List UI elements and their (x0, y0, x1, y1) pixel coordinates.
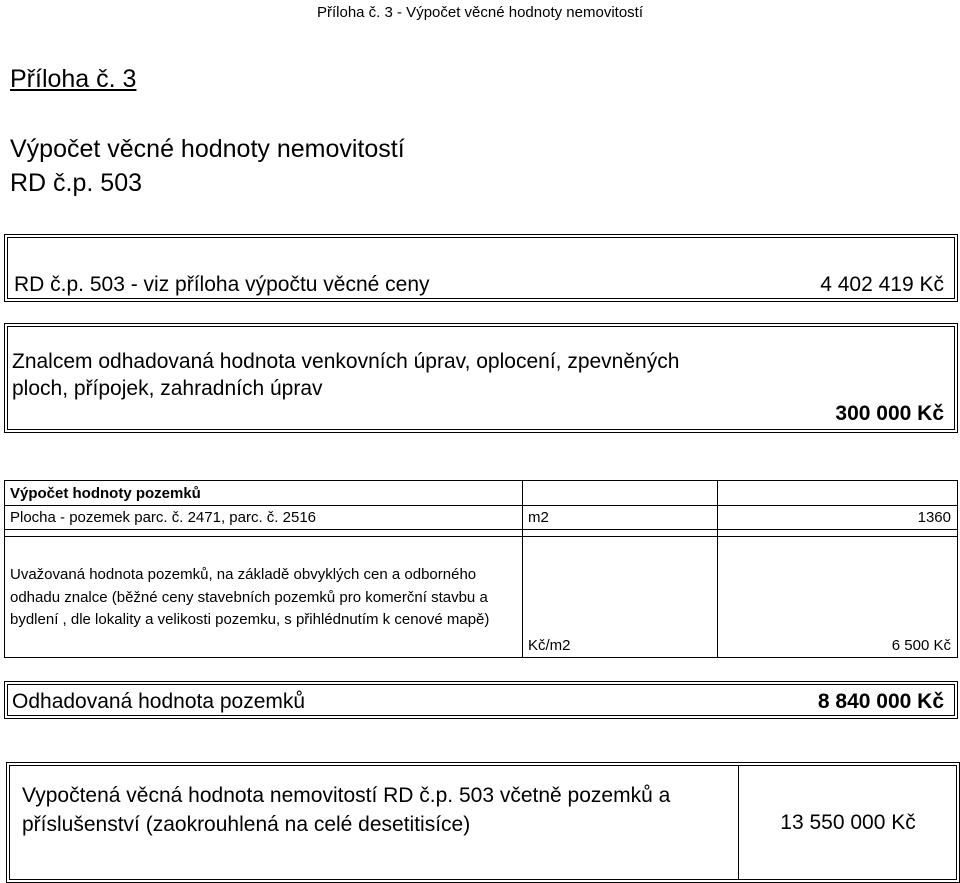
land-section-title: Výpočet hodnoty pozemků (10, 485, 201, 502)
title-line-1: Výpočet věcné hodnoty nemovitostí (10, 135, 405, 163)
outdoor-value-box (4, 323, 958, 433)
final-value-box (6, 762, 960, 883)
land-total-label: Odhadovaná hodnota pozemků (12, 690, 306, 713)
land-total-value: 8 840 000 Kč (817, 690, 944, 713)
final-value: 13 550 000 Kč (780, 811, 916, 834)
document-title (10, 132, 405, 200)
land-area-value: 1360 (917, 509, 951, 526)
land-table (4, 480, 958, 658)
land-area-label: Plocha - pozemek parc. č. 2471, parc. č. 2516 (10, 509, 316, 526)
outdoor-value: 300 000 Kč (835, 402, 944, 425)
appendix-title: Příloha č. 3 (10, 65, 137, 93)
rd-value-box (4, 234, 958, 302)
land-price-label: Uvažovaná hodnota pozemků, na základě obvyklých cen a odborného odhadu znalce (běžné ceny stavebních pozemků pro komerční stavbu a bydlení , dle lokality a velikosti pozemku, s přihlédnutím k cenové mapě) (10, 566, 490, 628)
final-label: Vypočtená věcná hodnota nemovitostí RD č.p. 503 včetně pozemků a příslušenství (zaokrouhlená na celé desetitisíce) (22, 784, 671, 836)
land-price-unit: Kč/m2 (528, 637, 571, 654)
page-header: Příloha č. 3 - Výpočet věcné hodnoty nemovitostí (316, 4, 643, 21)
land-total-box (4, 681, 958, 719)
outdoor-label: Znalcem odhadovaná hodnota venkovních úprav, oplocení, zpevněných ploch, přípojek, zahradních úprav (12, 350, 680, 400)
title-line-2: RD č.p. 503 (10, 169, 143, 197)
land-area-unit: m2 (528, 509, 549, 526)
rd-value: 4 402 419 Kč (820, 273, 944, 296)
rd-label: RD č.p. 503 - viz příloha výpočtu věcné ceny (14, 273, 430, 296)
land-price-value: 6 500 Kč (891, 637, 951, 654)
